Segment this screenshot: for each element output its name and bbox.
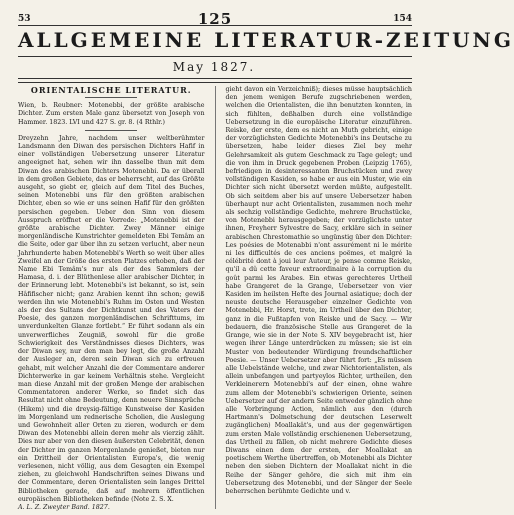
double-rule [18,78,412,83]
left-column [18,86,205,509]
column-divider [215,86,216,509]
issue-date: May 1827. [172,60,256,74]
entry-head: Wien, b. Reubner: Motenebbi, der größte arabische Dichter. Zum ersten Male ganz übersetzt von Joseph von Hammer. 1823. LVI und 427 S. gr. 8. (4 Rthlr.) [18,102,205,126]
issue-number: 125 [197,10,233,28]
page-footer: A. L. Z. Zweyter Band. 1827. [18,504,110,511]
masthead-title: ALLGEMEINE LITERATUR-ZEITUNG [18,28,514,52]
header-rule [18,25,412,26]
page-number-right: 154 [393,14,412,24]
section-title: ORIENTALISCHE LITERATUR. [30,85,192,95]
entry-rule [85,130,137,131]
text-columns [18,86,412,509]
section-rule [85,97,137,98]
left-paragraph: Dreyzehn Jahre, nachdem unser weltberühmter Landsmann den Diwan des persischen Dichters Hafif in einer vollständigen Uebersetzung unserer Literatur angeeignet hat, sehen wir ihn dasselbe thun mit dem Diwan des arabischen Dichters Motenebbi. Da er überall in dem großen Gebiete, das er beherrscht, auf das Größte ausgeht, so giebt er, gleich auf dem Titel des Buches, seinen Motenebbi uns für den größten arabischen Dichter, eben so wie er uns seinen Hafif für den größten persischen gegeben. Ueber den Sinn von diesem Ausspruch eröffnet er die Vorrede: „Motenebbi ist der größte arabische Dichter. Zwey Männer einige morgenländische Kunstrichter gemeldeten Ebi Temâm an die Seite, oder gar über ihn zu setzen verlucht, aber neun Jahrhunderte haben Motenebbi's Werth so weit über alles Zweifel an der Größe des ersten Platzes erhoben, daß der Name Ebi Temâm's nur als der des Sammlers der Hamasa, d. i. der Blüthenlese aller arabischer Dichter, in der Erinnerung lebt. Motenebbi's ist bekannt, so ist, sein Hâfifischer nicht; ganz Arabien kennt ihn schon; gewiß werden ihn wie Motenebbi's Ruhm im Osten und Westen als der des Sultans der Dichtkunst und des Vaters der Poesie, des ganzen morgenländischen Schrifttums, im unverdunkelten Glanze fortlebt.“ Er führt sodann als ein unverwerfliches Zeugniß, sowohl für die große Schwierigkeit des Verständnisses dieses Dichters, was der Diwan sey, nur den man bey legt, die große Anzahl der Ausleger an, deren sein Diwan sich zu erfreuen gehabt, mit welcher Anzahl die der Commentare anderer Dichterwerke in gar keinem Verhältnis stehe. Vergleicht man diese Anzahl mit der großen Menge der arabischen Commentatoren anderer Werke, so findet sich das Resultat nicht ohne Bedeutung, denn neuere Sinnsprüche (Hikem) und die dreysig-fältige Kunstweise der Kasiden im Morgenland um rednerische Scholien, die Auslegung und Gewohnheit aller Orten zu zieren, wodurch er dem Diwan des Motenebbi allein deren mehr als vierzig zählt. Dies nur aber von den diesen äußersten Celebrität, denen der Dichter im ganzen Morgenlande genießet, bieten nur ein Drittheil der Orientalisten Europa's, die wenig verlesenen, nicht völlig, aus dem Gesagten ein Exempel ziehen, zu gleichwohl Handschriften seines Diwans und der Commentare, deren Orientalisten sein langes Drittel Bibliotheken gerade, daß auf mehrern öffentlichen europäischen Bibliotheken befinde (Note 2. S. X. [18,134,205,503]
right-paragraph: gieht davon ein Verzeichniß); dieses müsse hauptsächlich den jenem wenigen Berufe zugschriebenen werden, welchen die Orientalisten, die ihn benutzten konnten, in sich fühlten, deßhalben durch eine vollständige Uebersetzung in die europäische Literatur einzuführen. Reiske, der erste, dem es nicht an Muth gebricht, einige der vorzüglichsten Gedichte Motenebbi's ins Deutsche zu übersetzen, habe leider dieses Ziel bey mehr Gelehrsamkeit als gutem Geschmack zu Tage gelegt; und die von ihm in Druck gegebenen Proben (Leipzig 1765), befriedigen in desinteressanten Bruchstücken und zwey vollständigen Kasiden, so habe er aus ein Muster, wie ein Dichter sich nicht übersetzt werden müßte, aufgestellt. Ob sich seitdem aber bis auf unsere Uebersetzer haben überhaupt nur acht Orientalisten, zusammen noch mehr als sechzig vollständige Gedichte, mehrere Bruchstücke, von Motenebbi herausgegeben; der vorzüglichste unter ihnen, Freyherr Sylvestre de Sacy, erkläre sich in seiner arabischen Chrestomathie so ungünstig über den Dichter: Les poésies de Motenabbi n'ont assurément ni le mérite ni les difficultés de ces anciens poëmes, et malgré la célébrité dont à joui leur Auteur, je pense comme Reiske, qu'il a dû cette faveur extraordinaire à la corruption du goût parmi les Arabes. Ein etwas gerechteres Urtheil habe Grangeret de la Grange, Uebersetzer von vier Kasiden im heilsten Hefte des Journal asiatique; doch der neuste deutsche Herausgeber einzelner Gedichte von Motenebbi, Hr. Horst, trete, im Urtheil über den Dichter, ganz in die Fußtapfen von Reiske und de Sacy. — Wir bedauern, die französische Stelle aus Grangeret de la Grange, wie sie in der Note S. XIV beygebracht ist, hier wegen ihrer Länge unterdrücken zu müssen; sie ist ein Muster von bedeutender Würdigung freundschaftlicher Poesie. — Unser Uebersetzer aber führt fort: „Es müssen alle Uebelstände welche, und zwar Nichtorientalisten, als allein unbefangen und partyeylos Richter, urtheilen, den Verkleinerern Motenebbi's auf der einen, ohne wahre zum allem der Motenebbi's schwierigen Oriente, seinen Uebersetzer auf der andern Seite entweder gänzlich ohne alle Vorbringung Action, nämlich aus den (durch Hartmann's Dolmetschung der deutschen Leserwelt zugänglichen) Moallakât's, und aus der gegenwärtigen zum ersten Male vollständig erschienenen Uebersetzung, das Urtheil zu fällen, ob nicht mehrere Gedichte dieses Diwans einen dem der ersten, der Moallakat an poetischem Werthe übertreffen, ob Motenebbi als Dichter neben den sieben Dichtern der Moallakat nicht in die Reihe der Sänger gehöre, die sich mit ihm ein Uebersetzung des Motenebbi, und der Sänger der Seele beherrschen berühmte Gedichte und v. [225,86,412,495]
page-number-left: 53 [18,14,31,24]
masthead-rule [18,56,412,57]
right-column [226,86,413,509]
